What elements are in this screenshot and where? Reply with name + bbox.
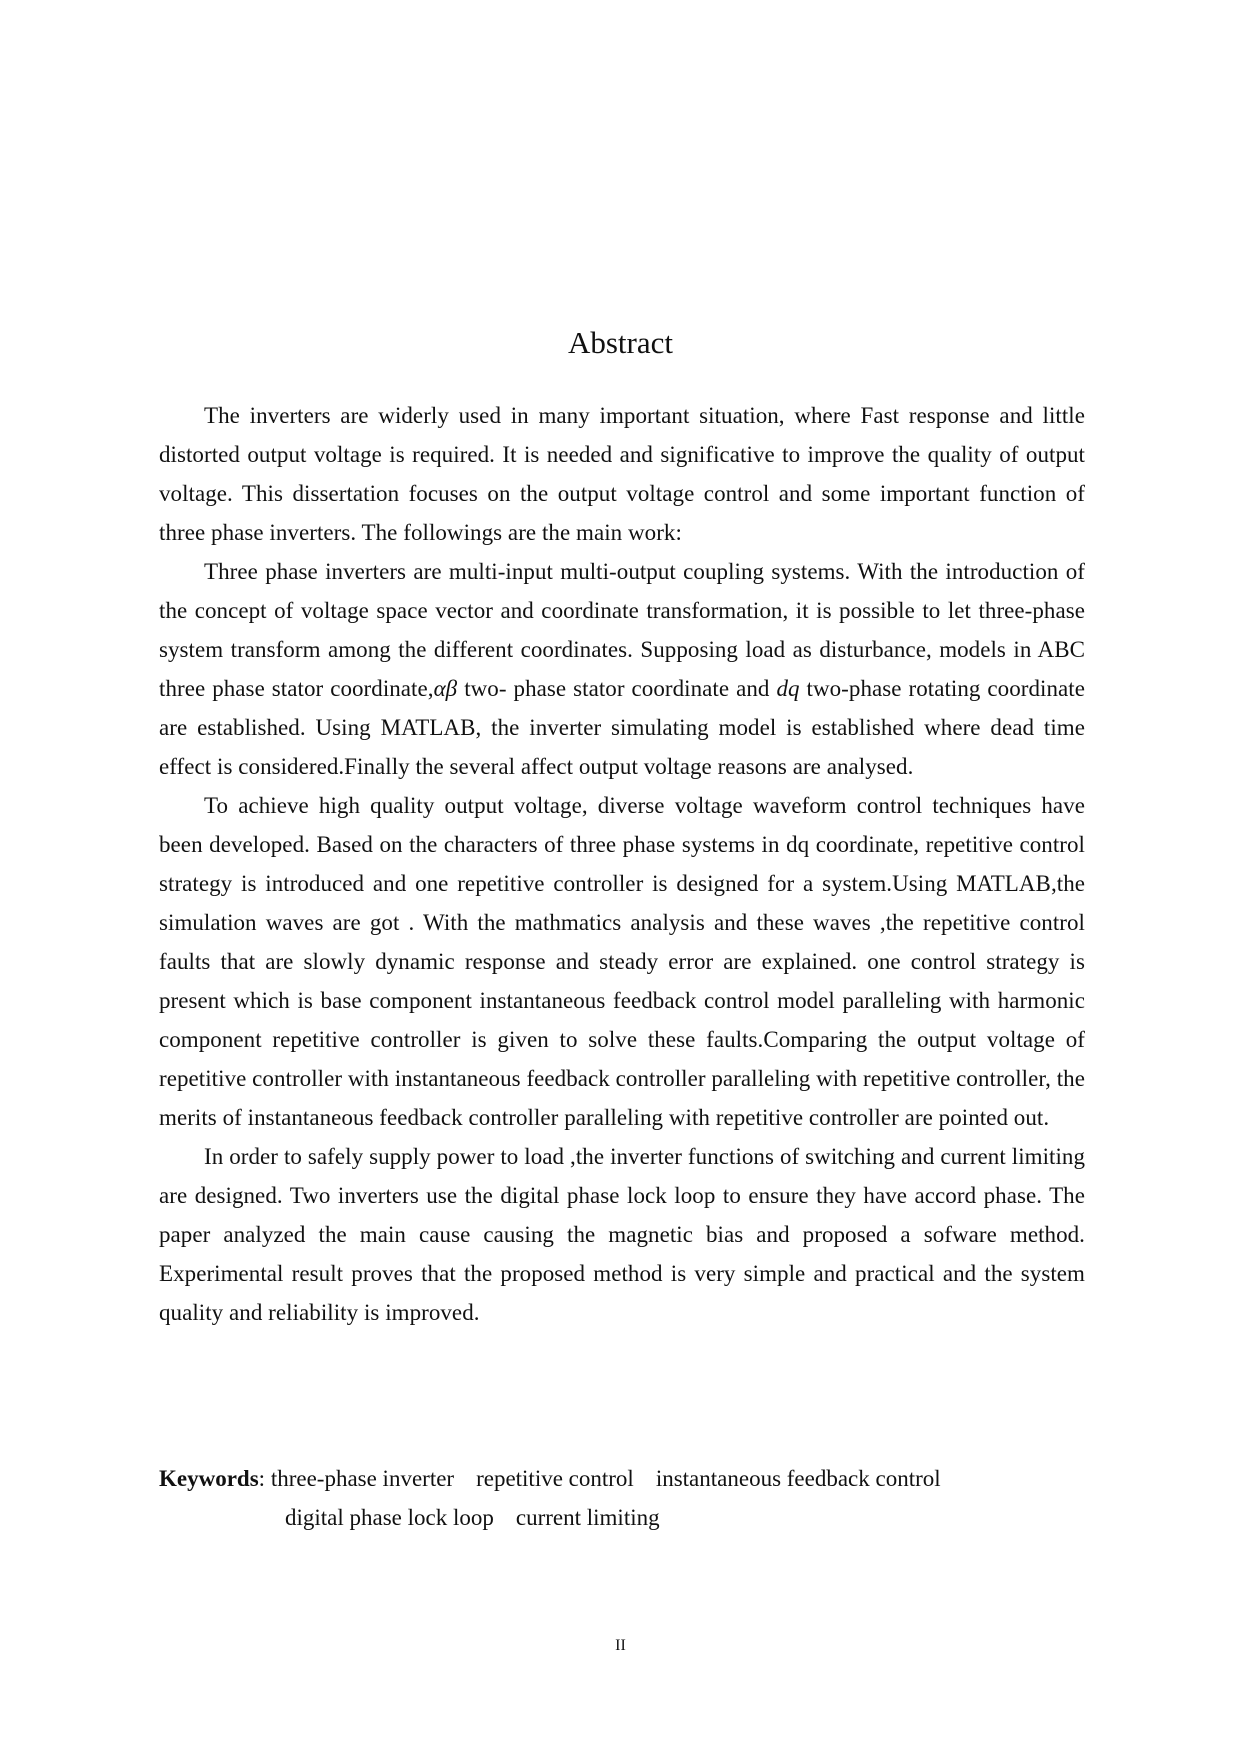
keywords-line-1 <box>159 1459 1085 1498</box>
abstract-paragraph-1: The inverters are widerly used in many important situation, where Fast response and little distorted output voltage is required. It is needed and significative to improve the quality of output voltage. This dissertation focuses on the output voltage control and some important function of three phase inverters. The followings are the main work: <box>159 403 1085 545</box>
paragraph-2-text-c: two-phase rotating coordinate are established. Using MATLAB, the inverter simulating model is established where dead time effect is considered.Finally the several affect output voltage reasons are analysed. <box>159 676 1085 779</box>
keyword-item: digital phase lock loop <box>285 1505 494 1530</box>
keyword-item: current limiting <box>515 1505 660 1530</box>
alpha-beta-symbol: αβ <box>433 676 458 701</box>
abstract-paragraph-4: In order to safely supply power to load ,the inverter functions of switching and current limiting are designed. Two inverters use the digital phase lock loop to ensure they have accord phase. The paper analyzed the main cause causing the magnetic bias and proposed a sofware method. Experimental result proves that the proposed method is very simple and practical and the system quality and reliability is improved. <box>159 1144 1085 1325</box>
keyword-item: instantaneous feedback control <box>655 1466 941 1491</box>
page-title: Abstract <box>567 325 674 360</box>
keywords-colon: : <box>258 1466 266 1491</box>
keywords-label: Keywords <box>159 1466 259 1491</box>
keyword-item: repetitive control <box>476 1466 634 1491</box>
page-number: II <box>615 1637 626 1654</box>
abstract-body <box>159 396 1085 1332</box>
keyword-item: three-phase inverter <box>270 1466 455 1491</box>
abstract-paragraph-2 <box>159 552 1085 786</box>
dq-symbol: dq <box>776 676 800 701</box>
paragraph-2-text-b: two- phase stator coordinate and <box>457 676 777 701</box>
abstract-paragraph-3: To achieve high quality output voltage, diverse voltage waveform control techniques have been developed. Based on the characters of three phase systems in dq coordinate, repetitive control strategy is introduced and one repetitive controller is designed for a system.Using MATLAB,the simulation waves are got . With the mathmatics analysis and these waves ,the repetitive control faults that are slowly dynamic response and steady error are explained. one control strategy is present which is base component instantaneous feedback control model paralleling with harmonic component repetitive controller is given to solve these faults.Comparing the output voltage of repetitive controller with instantaneous feedback controller paralleling with repetitive controller, the merits of instantaneous feedback controller paralleling with repetitive controller are pointed out. <box>159 793 1085 1130</box>
paragraph-2-text-a: Three phase inverters are multi-input multi-output coupling systems. With the introduction of the concept of voltage space vector and coordinate transformation, it is possible to let three-phase system transform among the different coordinates. Supposing load as disturbance, models in ABC three phase stator coordinate, <box>159 559 1085 701</box>
keywords-line-2 <box>159 1498 1085 1537</box>
keywords-section <box>159 1459 1085 1537</box>
